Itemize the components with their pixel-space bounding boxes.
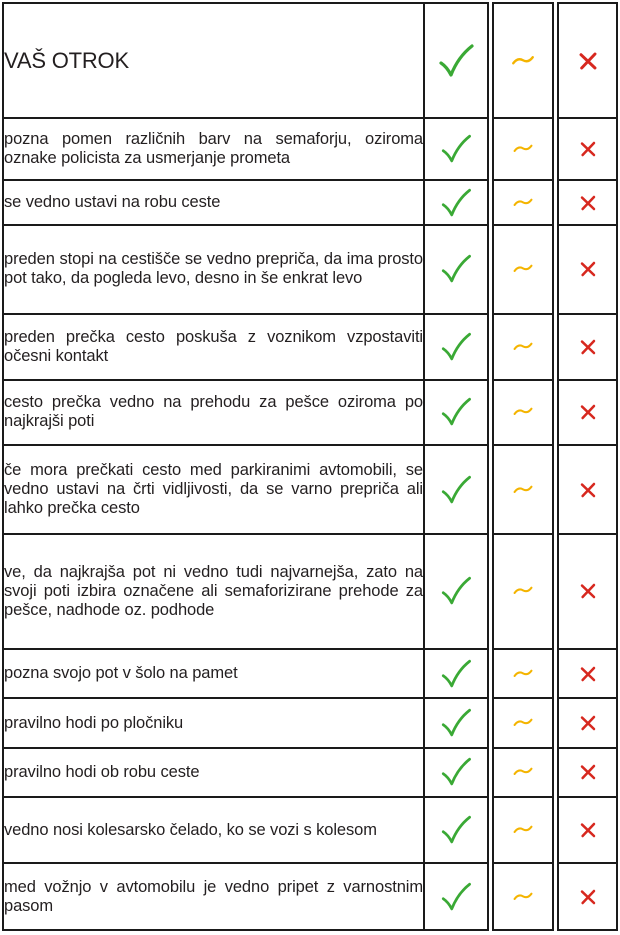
check-icon bbox=[439, 665, 473, 682]
answer-yes-cell[interactable] bbox=[424, 797, 488, 863]
tilde-icon bbox=[510, 665, 536, 682]
tilde-icon bbox=[510, 764, 536, 781]
answer-no-cell[interactable] bbox=[558, 380, 617, 446]
checklist-row bbox=[3, 748, 617, 797]
answer-partly-cell[interactable] bbox=[493, 797, 553, 863]
checklist-row bbox=[3, 797, 617, 863]
checklist-row bbox=[3, 314, 617, 380]
answer-no-cell[interactable] bbox=[558, 225, 617, 313]
answer-partly-cell[interactable] bbox=[493, 118, 553, 180]
check-icon bbox=[439, 583, 473, 600]
answer-no-cell[interactable] bbox=[558, 314, 617, 380]
answer-no-cell[interactable] bbox=[558, 748, 617, 797]
answer-partly-cell[interactable] bbox=[493, 314, 553, 380]
checklist-row bbox=[3, 225, 617, 313]
checklist-row bbox=[3, 534, 617, 649]
answer-yes-cell[interactable] bbox=[424, 698, 488, 747]
tilde-icon bbox=[510, 140, 536, 157]
cross-icon bbox=[576, 140, 600, 157]
checklist-table bbox=[2, 2, 618, 931]
answer-yes-cell[interactable] bbox=[424, 118, 488, 180]
tilde-icon bbox=[510, 404, 536, 421]
cross-icon-header bbox=[574, 52, 602, 69]
answer-yes-cell[interactable] bbox=[424, 649, 488, 698]
row-text: ve, da najkrajša pot ni vedno tudi najvarnejša, zato na svoji poti izbira označene ali semaforizirane prehode za pešce, nadhode oz. podhode bbox=[3, 534, 424, 649]
header-yes-cell bbox=[424, 3, 488, 118]
answer-partly-cell[interactable] bbox=[493, 380, 553, 446]
answer-yes-cell[interactable] bbox=[424, 863, 488, 930]
answer-partly-cell[interactable] bbox=[493, 863, 553, 930]
row-text: če mora prečkati cesto med parkiranimi avtomobili, se vedno ustavi na črti vidljivosti, da se varno prepriča ali lahko prečka cesto bbox=[3, 445, 424, 533]
tilde-icon bbox=[510, 338, 536, 355]
check-icon bbox=[439, 338, 473, 355]
tilde-icon bbox=[510, 714, 536, 731]
checklist-row bbox=[3, 649, 617, 698]
cross-icon bbox=[576, 665, 600, 682]
check-icon bbox=[439, 888, 473, 905]
answer-no-cell[interactable] bbox=[558, 797, 617, 863]
header-title: VAŠ OTROK bbox=[3, 3, 424, 118]
answer-no-cell[interactable] bbox=[558, 863, 617, 930]
row-text: pravilno hodi po pločniku bbox=[3, 698, 424, 747]
checklist-row bbox=[3, 180, 617, 225]
row-text: vedno nosi kolesarsko čelado, ko se vozi s kolesom bbox=[3, 797, 424, 863]
tilde-icon bbox=[510, 194, 536, 211]
check-icon bbox=[439, 764, 473, 781]
cross-icon bbox=[576, 821, 600, 838]
check-icon bbox=[439, 821, 473, 838]
answer-partly-cell[interactable] bbox=[493, 180, 553, 225]
tilde-icon bbox=[510, 481, 536, 498]
row-text: cesto prečka vedno na prehodu za pešce oziroma po najkrajši poti bbox=[3, 380, 424, 446]
check-icon bbox=[439, 261, 473, 278]
header-row bbox=[3, 3, 617, 118]
checklist-row bbox=[3, 445, 617, 533]
answer-no-cell[interactable] bbox=[558, 118, 617, 180]
cross-icon bbox=[576, 481, 600, 498]
checklist-row bbox=[3, 380, 617, 446]
check-icon bbox=[439, 481, 473, 498]
answer-yes-cell[interactable] bbox=[424, 225, 488, 313]
tilde-icon bbox=[510, 821, 536, 838]
header-no-cell bbox=[558, 3, 617, 118]
answer-partly-cell[interactable] bbox=[493, 534, 553, 649]
tilde-icon bbox=[510, 888, 536, 905]
answer-yes-cell[interactable] bbox=[424, 180, 488, 225]
row-text: pozna pomen različnih barv na semaforju, oziroma oznake policista za usmerjanje prometa bbox=[3, 118, 424, 180]
cross-icon bbox=[576, 338, 600, 355]
answer-partly-cell[interactable] bbox=[493, 649, 553, 698]
row-text: preden stopi na cestišče se vedno prepriča, da ima prosto pot tako, da pogleda levo, desno in še enkrat levo bbox=[3, 225, 424, 313]
cross-icon bbox=[576, 261, 600, 278]
answer-partly-cell[interactable] bbox=[493, 698, 553, 747]
header-partly-cell bbox=[493, 3, 553, 118]
answer-yes-cell[interactable] bbox=[424, 748, 488, 797]
answer-partly-cell[interactable] bbox=[493, 445, 553, 533]
tilde-icon bbox=[510, 261, 536, 278]
cross-icon bbox=[576, 888, 600, 905]
row-text: preden prečka cesto poskuša z voznikom vzpostaviti očesni kontakt bbox=[3, 314, 424, 380]
answer-yes-cell[interactable] bbox=[424, 445, 488, 533]
row-text: med vožnjo v avtomobilu je vedno pripet z varnostnim pasom bbox=[3, 863, 424, 930]
row-text: pozna svojo pot v šolo na pamet bbox=[3, 649, 424, 698]
row-text: pravilno hodi ob robu ceste bbox=[3, 748, 424, 797]
check-icon-header bbox=[436, 52, 476, 69]
answer-no-cell[interactable] bbox=[558, 534, 617, 649]
checklist-row bbox=[3, 863, 617, 930]
answer-no-cell[interactable] bbox=[558, 445, 617, 533]
check-icon bbox=[439, 714, 473, 731]
row-text: se vedno ustavi na robu ceste bbox=[3, 180, 424, 225]
tilde-icon-header bbox=[508, 52, 538, 69]
answer-yes-cell[interactable] bbox=[424, 314, 488, 380]
answer-yes-cell[interactable] bbox=[424, 534, 488, 649]
tilde-icon bbox=[510, 583, 536, 600]
answer-yes-cell[interactable] bbox=[424, 380, 488, 446]
cross-icon bbox=[576, 194, 600, 211]
answer-no-cell[interactable] bbox=[558, 698, 617, 747]
checklist-row bbox=[3, 698, 617, 747]
cross-icon bbox=[576, 404, 600, 421]
answer-partly-cell[interactable] bbox=[493, 225, 553, 313]
check-icon bbox=[439, 194, 473, 211]
check-icon bbox=[439, 140, 473, 157]
answer-no-cell[interactable] bbox=[558, 180, 617, 225]
checklist-row bbox=[3, 118, 617, 180]
cross-icon bbox=[576, 714, 600, 731]
cross-icon bbox=[576, 583, 600, 600]
answer-partly-cell[interactable] bbox=[493, 748, 553, 797]
cross-icon bbox=[576, 764, 600, 781]
answer-no-cell[interactable] bbox=[558, 649, 617, 698]
check-icon bbox=[439, 404, 473, 421]
